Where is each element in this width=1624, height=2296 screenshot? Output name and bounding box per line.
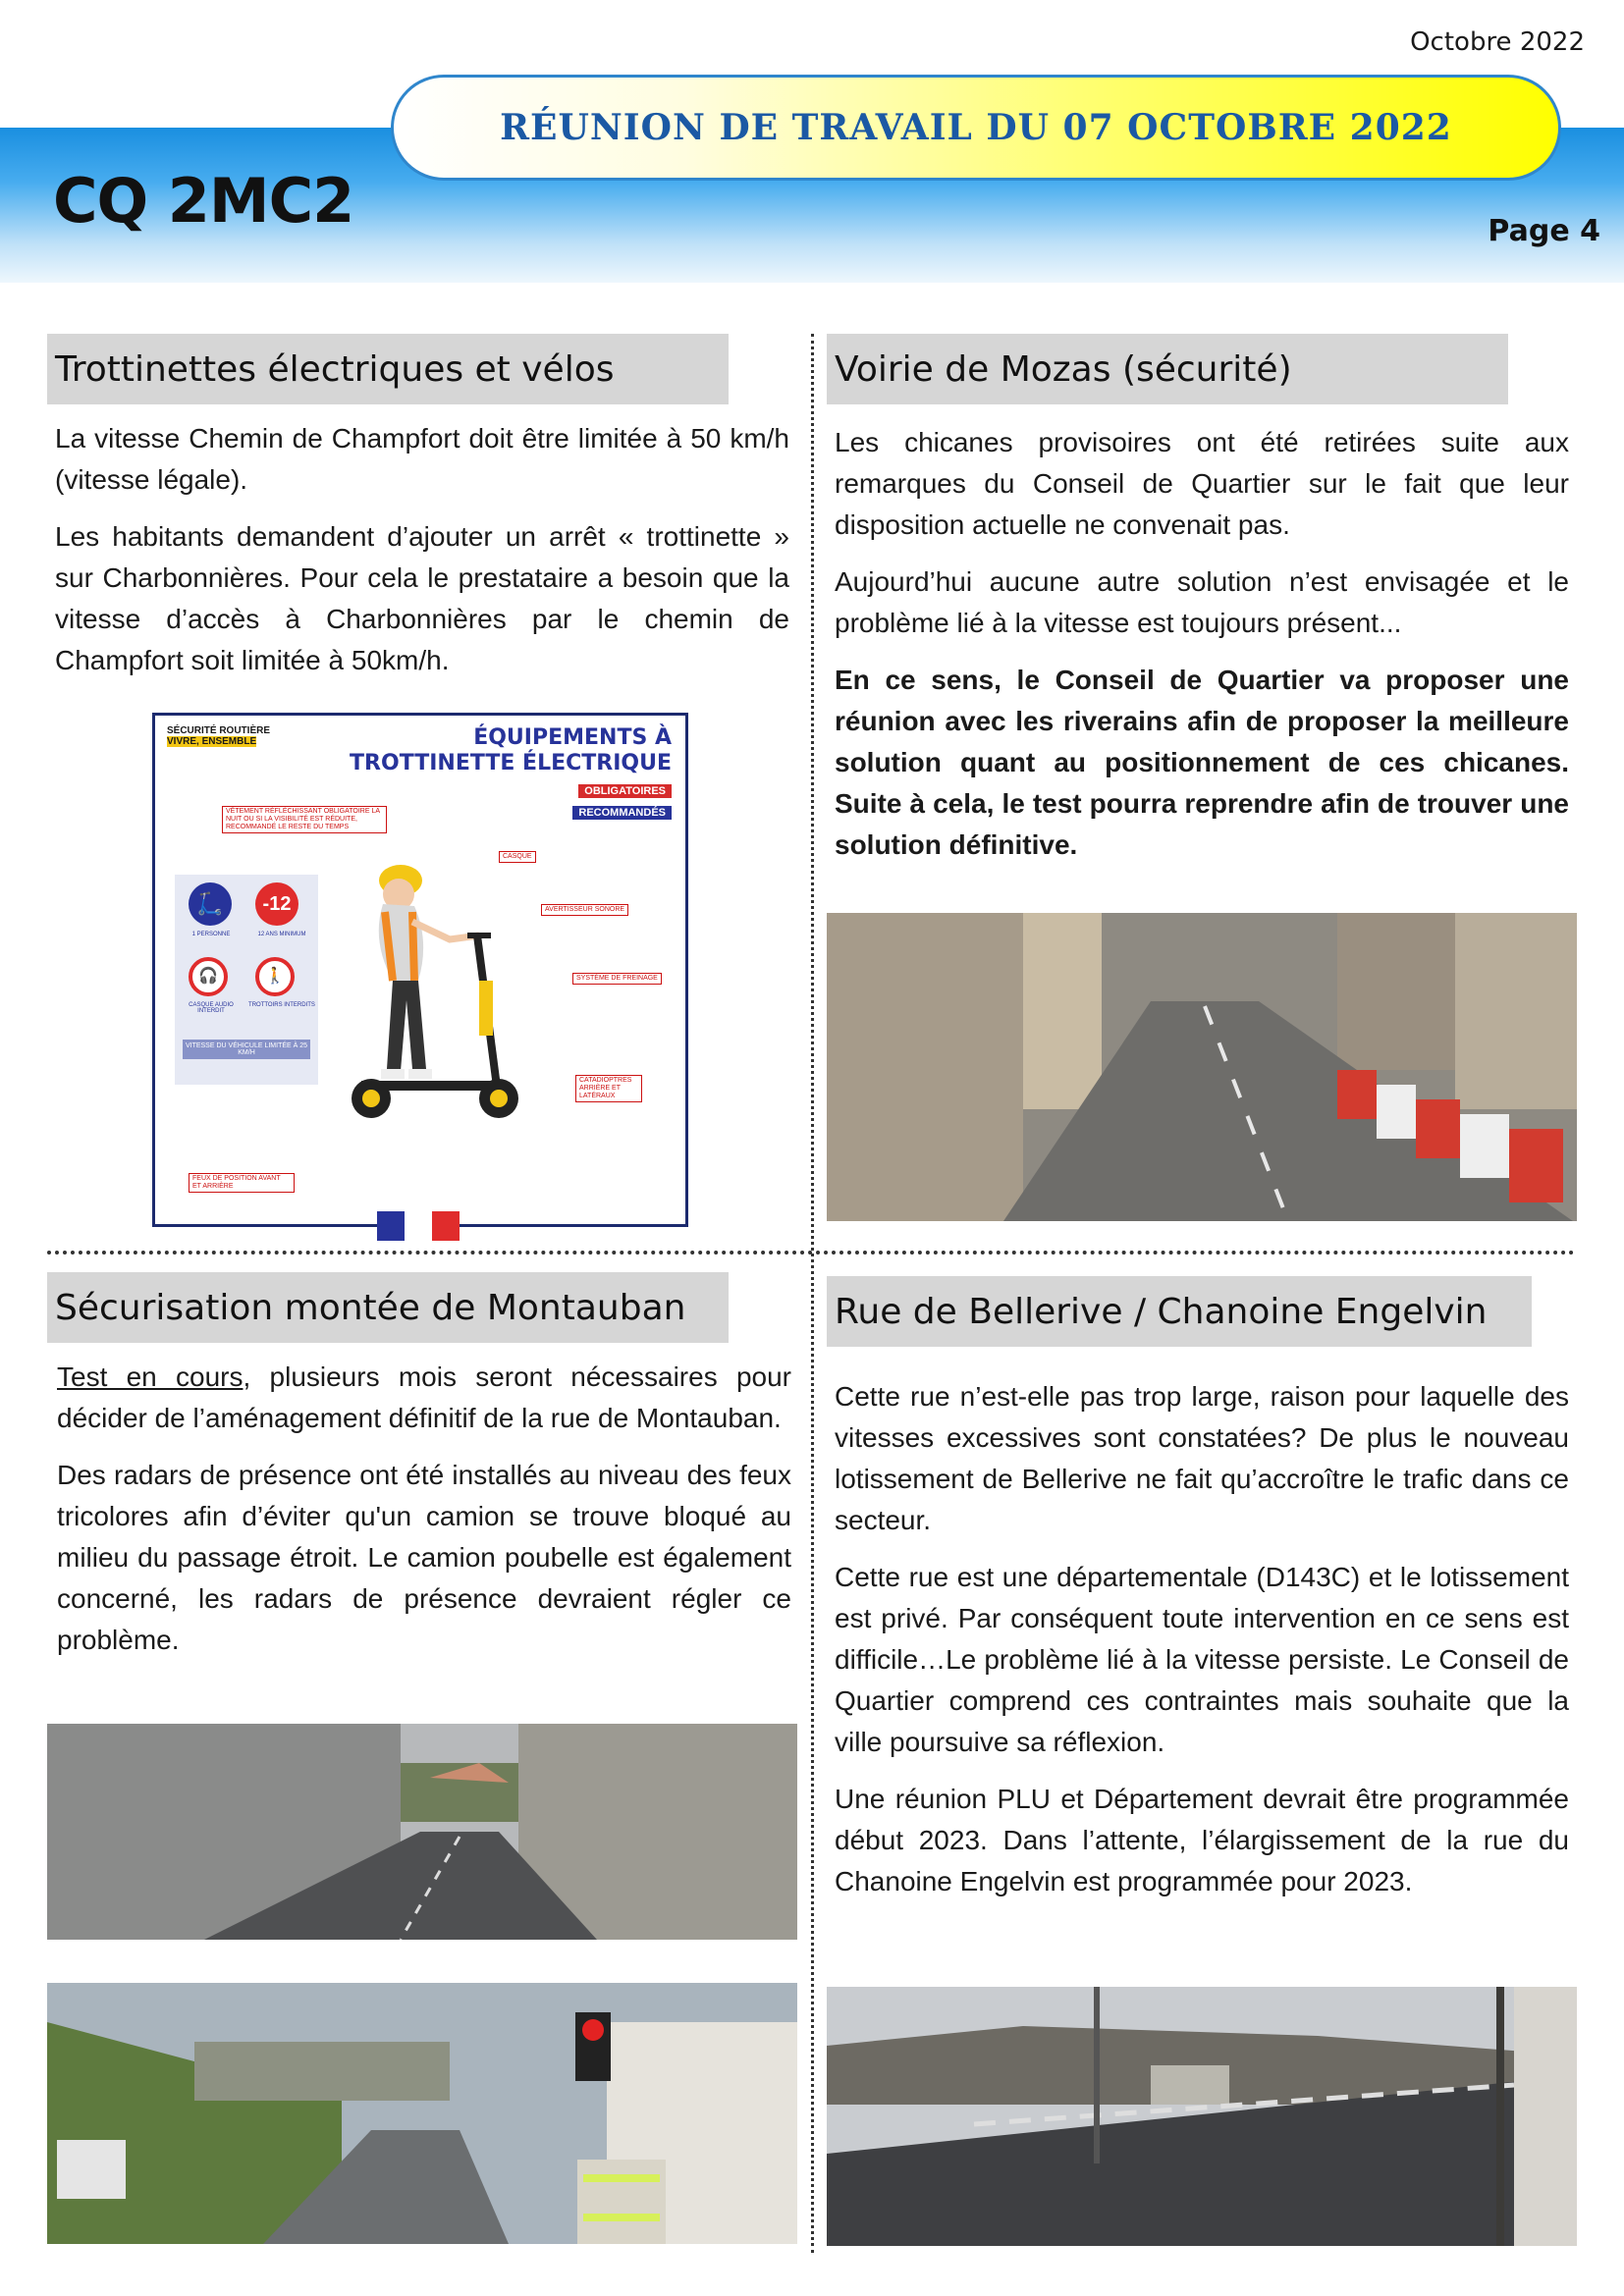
section-text-montauban	[57, 1357, 791, 1677]
banner-pill	[391, 75, 1561, 181]
column-divider	[811, 334, 814, 2253]
section-title-mozas: Voirie de Mozas (sécurité)	[827, 334, 1508, 404]
paragraph: Une réunion PLU et Département devrait être programmée début 2023. Dans l’attente, l’élargissement de la rue du Chanoine Engelvin est programmée pour 2023.	[835, 1784, 1569, 1896]
label-vest: VÊTEMENT RÉFLÉCHISSANT OBLIGATOIRE LA NUIT OU SI LA VISIBILITÉ EST RÉDUITE, RECOMMANDÉ LE RESTE DU TEMPS	[222, 806, 387, 833]
badge-mandatory: OBLIGATOIRES	[578, 784, 672, 798]
label-audio: CASQUE AUDIO INTERDIT	[189, 1002, 234, 1014]
section-title-bellerive: Rue de Bellerive / Chanoine Engelvin	[827, 1276, 1532, 1347]
section-text-mozas	[835, 422, 1569, 881]
label-brake: SYSTÈME DE FREINAGE	[572, 973, 662, 985]
label-reflectors: CATADIOPTRES ARRIÈRE ET LATÉRAUX	[575, 1075, 642, 1102]
label-sidewalk: TROTTOIRS INTERDITS	[248, 1002, 315, 1008]
section-title-montauban: Sécurisation montée de Montauban	[47, 1272, 729, 1343]
paragraph: Cette rue n’est-elle pas trop large, raison pour laquelle des vitesses excessives sont constatées? De plus le nouveau lotissement de Bellerive ne fait qu’accroître le trafic dans ce secteur.	[835, 1381, 1569, 1535]
scooter-equipment-infographic	[152, 713, 688, 1227]
label-helmet: CASQUE	[499, 851, 536, 863]
label-horn: AVERTISSEUR SONORE	[541, 904, 628, 916]
paragraph: Des radars de présence ont été installés au niveau des feux tricolores afin d’éviter qu'un camion se trouve bloqué au milieu du passage étroit. Le camion poubelle est également concerné, les radars de présence devraient régler ce problème.	[57, 1460, 791, 1655]
scooter-rider-illustration	[302, 833, 558, 1167]
row-divider	[47, 1251, 1575, 1255]
infographic-title: ÉQUIPEMENTS À TROTTINETTE ÉLECTRIQUE	[350, 725, 672, 775]
section-title-trottinettes: Trottinettes électriques et vélos	[47, 334, 729, 404]
one-person-icon: 🛴	[189, 882, 232, 926]
photo-mozas-chicanes	[827, 913, 1577, 1221]
speed-limit: VITESSE DU VÉHICULE LIMITÉE À 25 KM/H	[183, 1040, 310, 1059]
section-text-bellerive	[835, 1376, 1569, 1918]
paragraph-bold: En ce sens, le Conseil de Quartier va proposer une réunion avec les riverains afin de proposer la meilleure solution quant au positionnement de ces chicanes. Suite à cela, le test pourra reprendre afin de trouver une solution définitive.	[835, 665, 1569, 860]
section-text-trottinettes	[55, 418, 789, 697]
no-sidewalk-icon: 🚶	[255, 957, 295, 996]
issue-date: Octobre 2022	[1410, 27, 1585, 57]
age-limit-icon: -12	[255, 882, 298, 926]
paragraph: Les chicanes provisoires ont été retirées suite aux remarques du Conseil de Quartier sur le fait que leur disposition actuelle ne convenait pas.	[835, 427, 1569, 540]
french-flag-logo	[377, 1211, 460, 1241]
photo-bellerive-street	[827, 1987, 1577, 2246]
banner-title: RÉUNION DE TRAVAIL DU 07 OCTOBRE 2022	[500, 107, 1452, 148]
label-lights: FEUX DE POSITION AVANT ET ARRIÈRE	[189, 1173, 295, 1193]
paragraph: La vitesse Chemin de Champfort doit être limitée à 50 km/h (vitesse légale).	[55, 423, 789, 495]
paragraph: Test en cours, plusieurs mois seront nécessaires pour décider de l’aménagement définitif de la rue de Montauban.	[57, 1362, 791, 1433]
brand-title: CQ 2MC2	[53, 165, 354, 237]
label-one-person: 1 PERSONNE	[191, 932, 231, 937]
rules-panel	[175, 875, 318, 1085]
test-en-cours: Test en cours	[57, 1362, 244, 1392]
no-headphones-icon: 🎧	[189, 957, 228, 996]
page-number: Page 4	[1488, 214, 1600, 248]
label-age: 12 ANS MINIMUM	[257, 932, 306, 937]
paragraph: Les habitants demandent d’ajouter un arrêt « trottinette » sur Charbonnières. Pour cela le prestataire a besoin que la vitesse d’accès à Charbonnières par le chemin de Champfort soit limitée à 50km/h.	[55, 521, 789, 675]
road-safety-logo: SÉCURITÉ ROUTIÈRE VIVRE, ENSEMBLE	[167, 725, 271, 747]
badge-recommended: RECOMMANDÉS	[572, 806, 672, 820]
photo-montauban-traffic-light	[47, 1983, 797, 2244]
paragraph: Cette rue est une départementale (D143C) et le lotissement est privé. Par conséquent toute intervention en ce sens est difficile…Le problème lié à la vitesse persiste. Le Conseil de Quartier comprend ces contraintes mais souhaite que la ville poursuive sa réflexion.	[835, 1562, 1569, 1757]
photo-montauban-road	[47, 1724, 797, 1940]
paragraph: Aujourd’hui aucune autre solution n’est envisagée et le problème lié à la vitesse est toujours présent...	[835, 566, 1569, 638]
